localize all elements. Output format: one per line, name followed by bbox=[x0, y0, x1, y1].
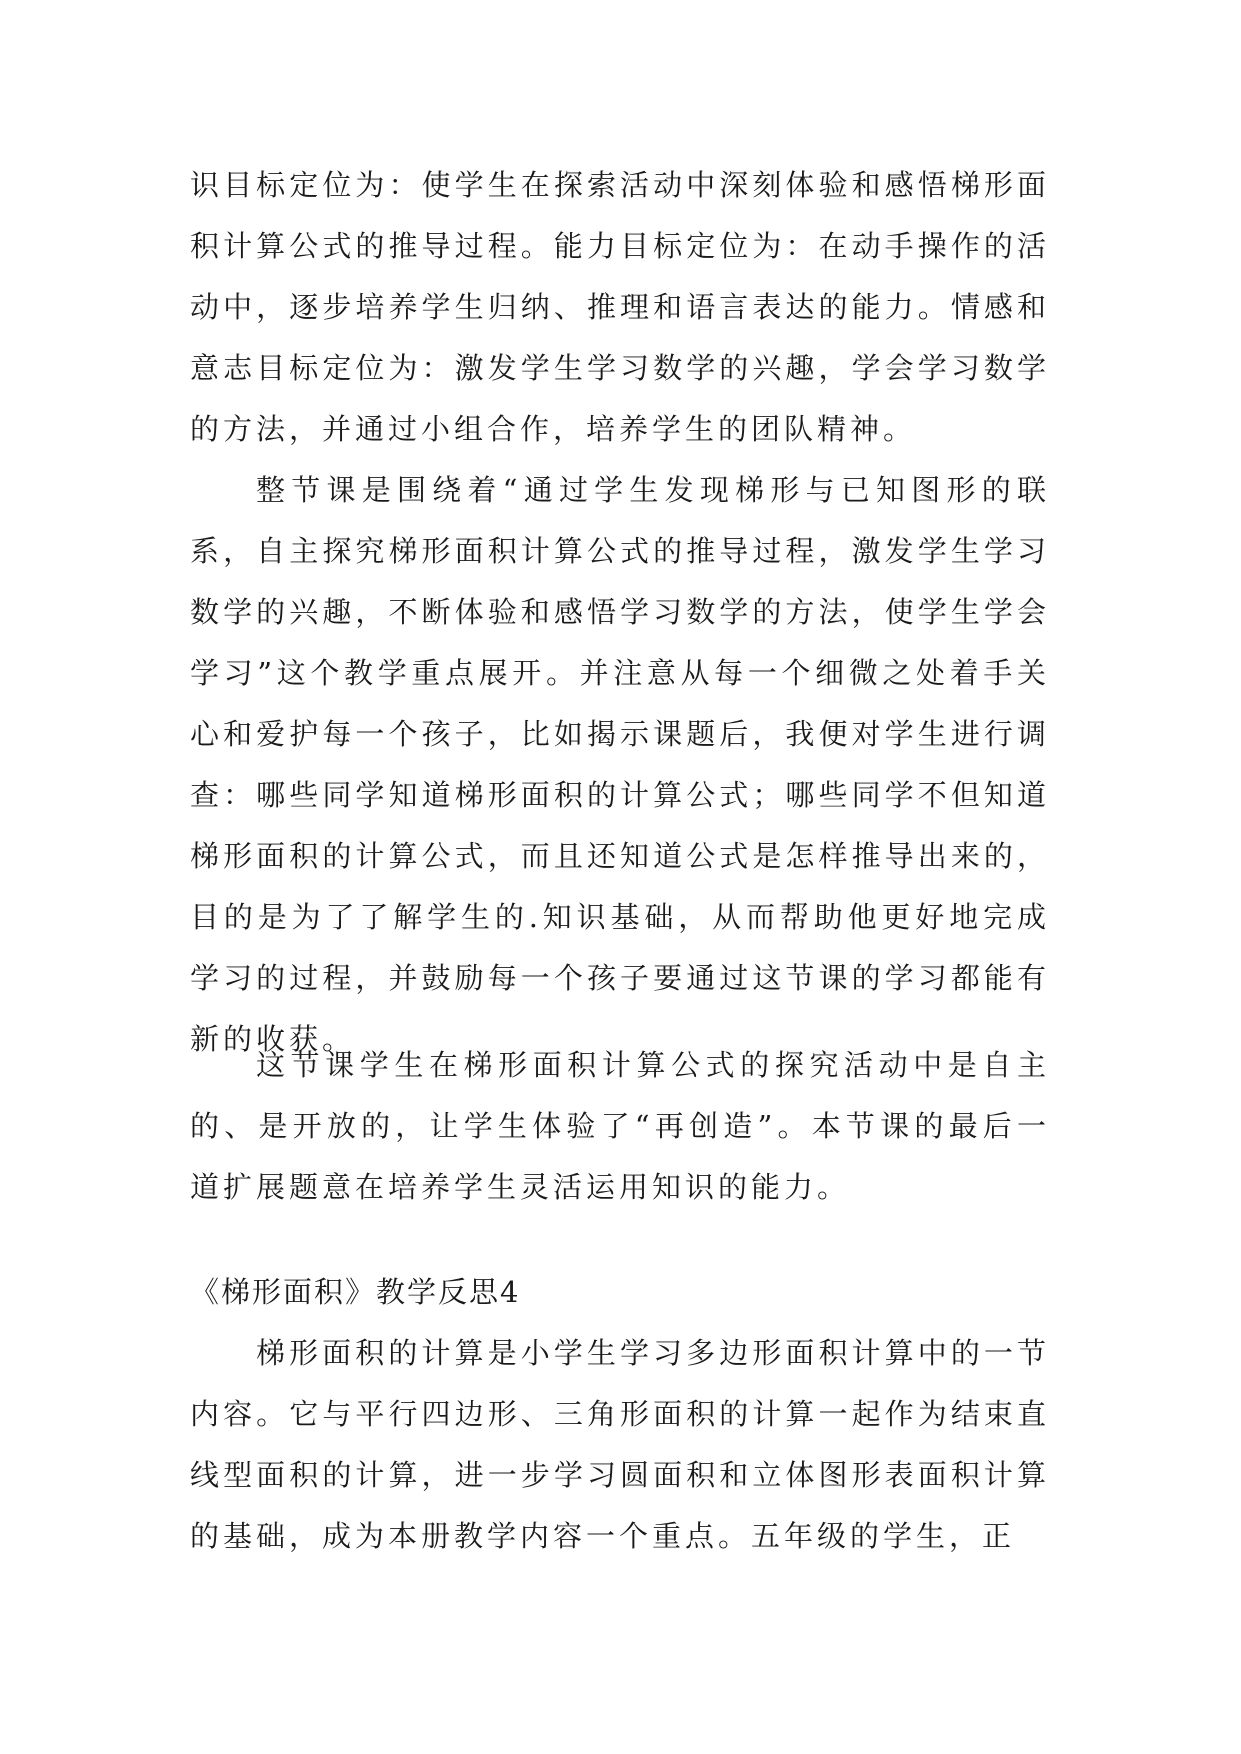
paragraph-lesson-focus: 整节课是围绕着“通过学生发现梯形与已知图形的联系，自主探究梯形面积计算公式的推导过程，激发学生学习数学的兴趣，不断体验和感悟学习数学的方法，使学生学会学习”这个教学重点展开。并注意从每一个细微之处着手关心和爱护每一个孩子，比如揭示课题后，我便对学生进行调查：哪些同学知道梯形面积的计算公式；哪些同学不但知道梯形面积的计算公式，而且还知道公式是怎样推导出来的，目的是为了了解学生的.知识基础，从而帮助他更好地完成学习的过程，并鼓励每一个孩子要通过这节课的学习都能有新的收获。 bbox=[190, 473, 1050, 1056]
paragraph-exploration: 这节课学生在梯形面积计算公式的探究活动中是自主的、是开放的，让学生体验了“再创造”。本节课的最后一道扩展题意在培养学生灵活运用知识的能力。 bbox=[190, 1048, 1050, 1204]
paragraph-objectives: 识目标定位为：使学生在探索活动中深刻体验和感悟梯形面积计算公式的推导过程。能力目标定位为：在动手操作的活动中，逐步培养学生归纳、推理和语言表达的能力。情感和意志目标定位为：激发学生学习数学的兴趣，学会学习数学的方法，并通过小组合作，培养学生的团队精神。 bbox=[190, 168, 1050, 446]
section-heading: 《梯形面积》教学反思4 bbox=[190, 1275, 521, 1309]
paragraph-trapezoid-area: 梯形面积的计算是小学生学习多边形面积计算中的一节内容。它与平行四边形、三角形面积的计算一起作为结束直线型面积的计算，进一步学习圆面积和立体图形表面积计算的基础，成为本册教学内容一个重点。五年级的学生，正 bbox=[190, 1336, 1050, 1553]
